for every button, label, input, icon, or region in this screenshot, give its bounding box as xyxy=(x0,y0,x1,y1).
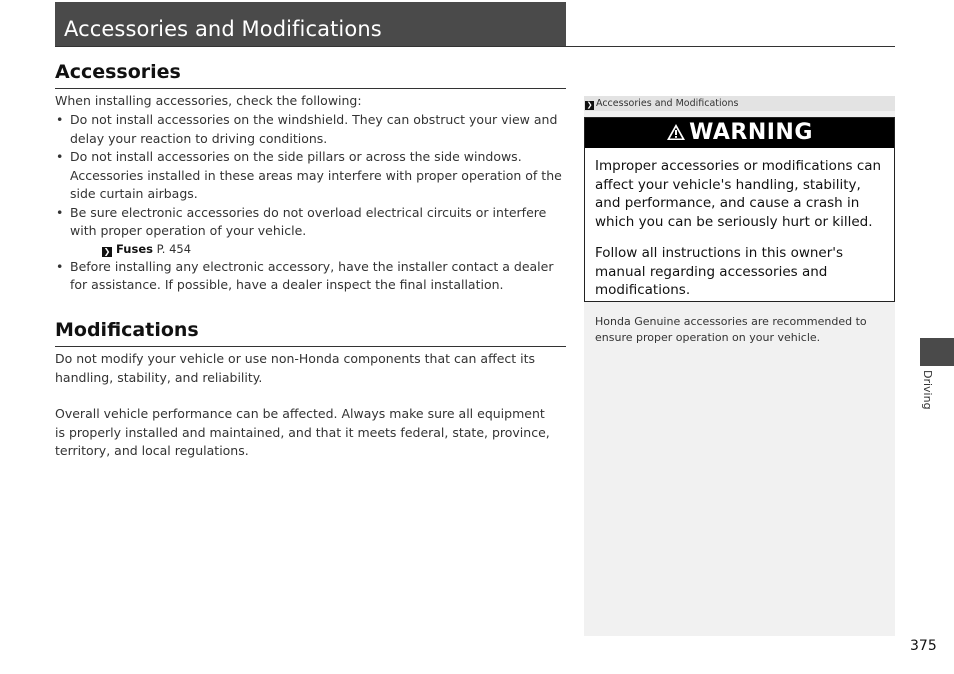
warning-box xyxy=(584,117,895,302)
sidebar-label-text: Accessories and Modifications xyxy=(596,98,739,109)
warning-paragraph-1: Improper accessories or modifications can affect your vehicle's handling, stability, and performance, and cause a crash in which you can be seriously hurt or killed. xyxy=(595,158,882,230)
page-number: 375 xyxy=(910,638,937,654)
chapter-tab xyxy=(920,338,954,366)
page-title-bar xyxy=(55,2,566,46)
list-item xyxy=(55,204,566,258)
xref-page: P. 454 xyxy=(156,241,192,256)
accessories-bullet-list xyxy=(55,111,566,295)
accessories-intro: When installing accessories, check the following: xyxy=(55,93,362,108)
section-heading-modifications: Modifications xyxy=(55,319,199,341)
section-heading-accessories: Accessories xyxy=(55,61,181,83)
warning-header xyxy=(585,118,894,148)
arrow-right-icon: ❯ xyxy=(586,101,593,109)
xref-label: Fuses xyxy=(116,241,153,256)
arrow-right-icon: ❯ xyxy=(103,246,111,256)
fuses-cross-reference[interactable] xyxy=(70,241,566,258)
sidebar-note: Honda Genuine accessories are recommended to ensure proper operation on your vehicle. xyxy=(595,315,867,344)
list-item-text: Be sure electronic accessories do not overload electrical circuits or interfere with proper operation of your vehicle. xyxy=(70,204,547,238)
warning-title: WARNING xyxy=(689,120,813,145)
page-title: Accessories and Modifications xyxy=(64,17,382,41)
title-divider xyxy=(55,46,895,47)
sidebar-label xyxy=(584,96,895,111)
list-item: • Do not install accessories on the windshield. They can obstruct your view and delay your reaction to driving conditions. xyxy=(55,111,566,148)
section-divider-modifications xyxy=(55,346,566,347)
modifications-paragraph-2: Overall vehicle performance can be affected. Always make sure all equipment is properly installed and maintained, and that it meets federal, state, province, territory, and local regulations. xyxy=(55,406,550,458)
warning-triangle-icon xyxy=(666,123,686,141)
list-item: • Before installing any electronic accessory, have the installer contact a dealer for assistance. If possible, have a dealer inspect the final installation. xyxy=(55,258,566,295)
list-item: • Do not install accessories on the side pillars or across the side windows. Accessories installed in these areas may interfere with proper operation of the side curtain airbags. xyxy=(55,148,566,204)
warning-paragraph-2: Follow all instructions in this owner's manual regarding accessories and modifications. xyxy=(595,245,844,298)
modifications-paragraph-1: Do not modify your vehicle or use non-Honda components that can affect its handling, stability, and reliability. xyxy=(55,351,536,385)
section-divider-accessories xyxy=(55,88,566,89)
chapter-tab-label: Driving xyxy=(921,370,934,410)
warning-body xyxy=(585,148,894,300)
